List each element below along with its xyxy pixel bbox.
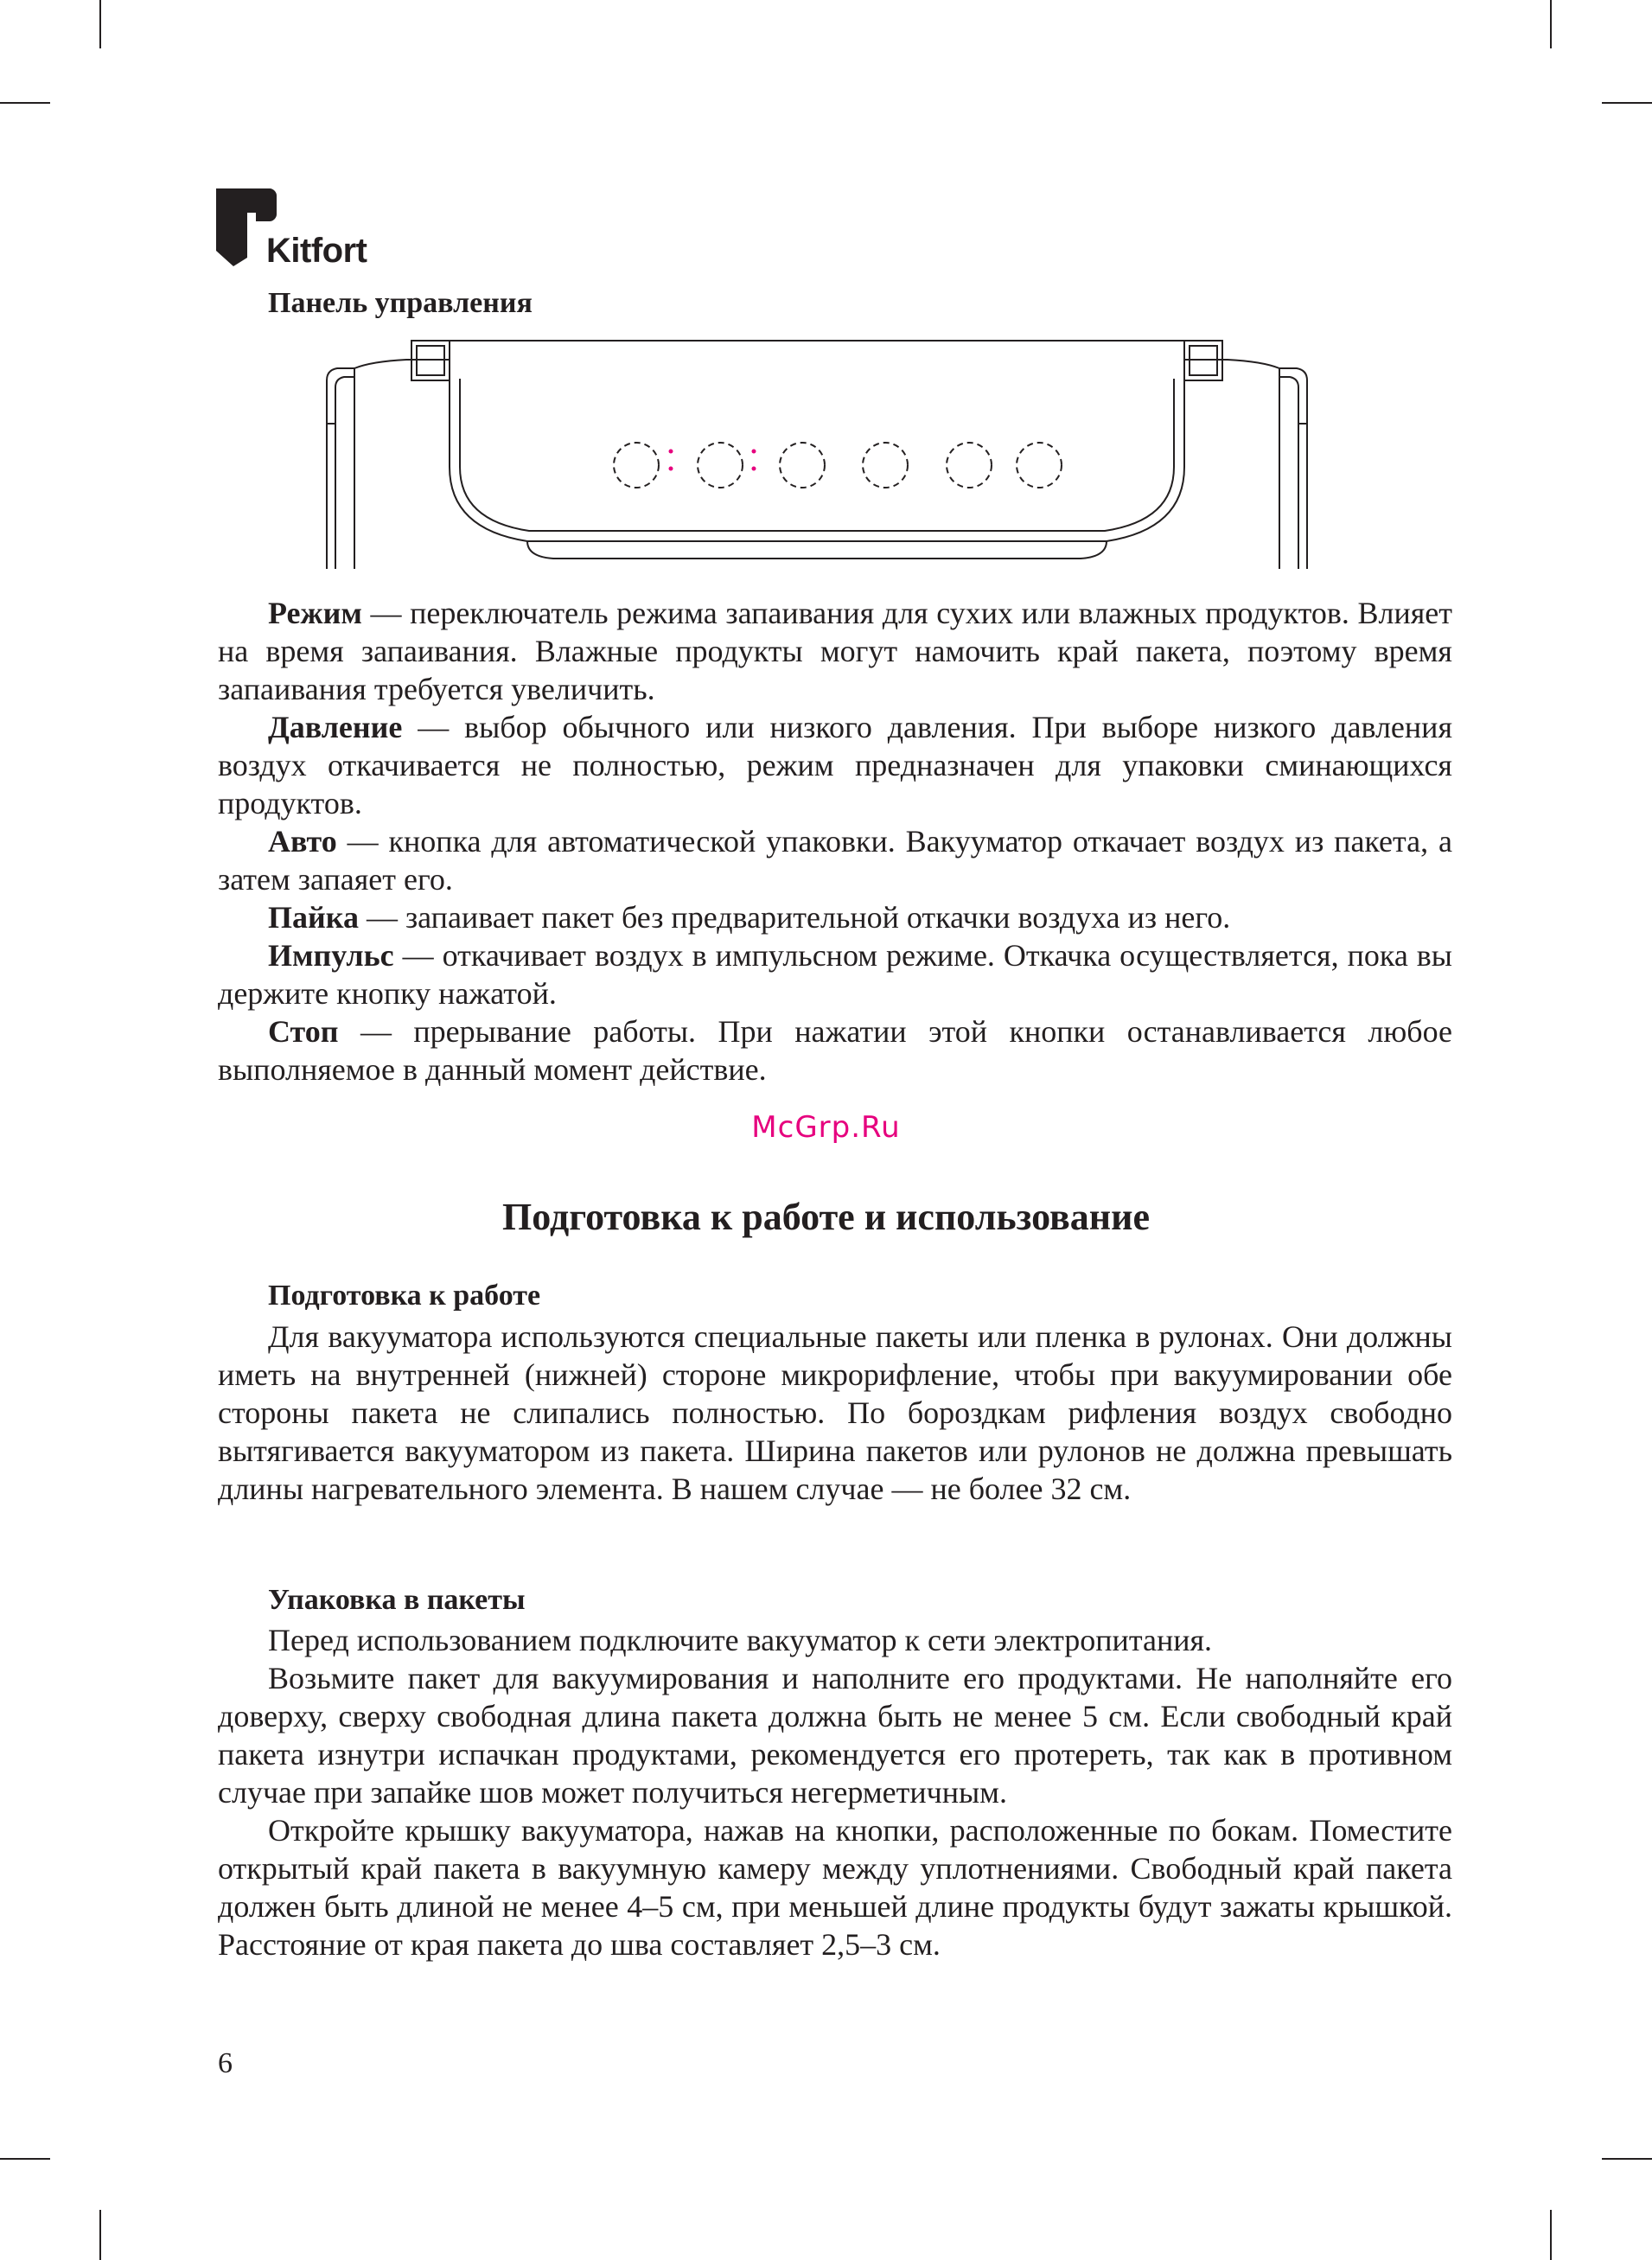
page-number: 6 — [218, 2047, 233, 2079]
crop-mark — [1602, 102, 1652, 104]
crop-mark — [1550, 0, 1552, 48]
prep-title: Подготовка к работе — [268, 1280, 541, 1312]
packing-title: Упаковка в пакеты — [268, 1584, 526, 1616]
packing-p1: Перед использованием подключите вакууматор к сети электропитания. — [268, 1623, 1213, 1657]
controls-description — [218, 594, 1452, 1089]
control-term: Импульс — [268, 938, 394, 973]
indicator-dot — [669, 450, 673, 454]
pulse-button — [947, 443, 992, 488]
auto-button — [780, 443, 825, 488]
indicator-dot — [752, 450, 756, 454]
control-desc: Режим — переключатель режима запаивания для сухих или влажных продуктов. Влияет на время запаивания. Влажные продукты могут намочить край пакета, поэтому время запаивания требуется увеличить. — [218, 596, 1452, 706]
control-term: Режим — [268, 596, 362, 630]
indicator-dot — [752, 467, 756, 471]
crop-mark — [0, 102, 50, 104]
crop-mark — [99, 2210, 101, 2260]
panel-section-title: Панель управления — [268, 287, 533, 319]
crop-mark — [1550, 2210, 1552, 2260]
control-desc: Пайка — запаивает пакет без предварительной откачки воздуха из него. — [268, 900, 1231, 935]
section-heading: Подготовка к работе и использование — [502, 1196, 1150, 1238]
control-term: Пайка — [268, 900, 359, 935]
indicator-dot — [669, 467, 673, 471]
packing-p3: Откройте крышку вакууматора, нажав на кнопки, расположенные по бокам. Поместите открытый край пакета в вакуумную камеру между уплотнениями. Свободный край пакета должен быть длиной не менее 4–5 см, при меньшей длине продукты будут зажаты крышкой. Расстояние от края пакета до шва составляет 2,5–3 см. — [218, 1813, 1452, 1962]
crop-mark — [99, 0, 101, 48]
control-buttons — [605, 432, 1072, 501]
crop-mark — [1602, 2158, 1652, 2160]
prep-section — [218, 1318, 1452, 1508]
pressure-button — [698, 443, 743, 488]
control-desc: Давление — выбор обычного или низкого давления. При выборе низкого давления воздух откачивается не полностью, режим предназначен для упаковки сминающихся продуктов. — [218, 710, 1452, 820]
seal-button — [863, 443, 908, 488]
control-term: Авто — [268, 824, 337, 859]
control-desc: Стоп — прерывание работы. При нажатии этой кнопки останавливается любое выполняемое в данный момент действие. — [218, 1014, 1452, 1087]
control-term: Стоп — [268, 1014, 339, 1049]
packing-p2: Возьмите пакет для вакуумирования и наполните его продуктами. Не наполняйте его доверху, сверху свободная длина пакета должна быть не менее 5 см. Если свободный край пакета изнутри испачкан продуктами, рекомендуется его протереть, так как в противном случае при запайке шов может получиться негерметичным. — [218, 1661, 1452, 1810]
packing-section — [218, 1621, 1452, 1963]
brand-name: Kitfort — [266, 232, 367, 270]
control-desc: Авто — кнопка для автоматической упаковки. Вакууматор откачает воздух из пакета, а затем запаяет его. — [218, 824, 1453, 897]
stop-button — [1017, 443, 1062, 488]
watermark[interactable]: McGrp.Ru — [751, 1110, 901, 1145]
mode-button — [614, 443, 659, 488]
crop-mark — [0, 2158, 50, 2160]
control-desc: Импульс — откачивает воздух в импульсном режиме. Откачка осуществляется, пока вы держите кнопку нажатой. — [218, 938, 1452, 1011]
control-term: Давление — [268, 710, 403, 744]
prep-text: Для вакууматора используются специальные пакеты или пленка в рулонах. Они должны иметь на внутренней (нижней) стороне микрорифление, чтобы при вакуумировании обе стороны пакета не слипались полностью. По бороздкам рифления воздух свободно вытягивается вакууматором из пакета. Ширина пакетов или рулонов не должна превышать длины нагревательного элемента. В нашем случае — не более 32 см. — [218, 1319, 1452, 1506]
